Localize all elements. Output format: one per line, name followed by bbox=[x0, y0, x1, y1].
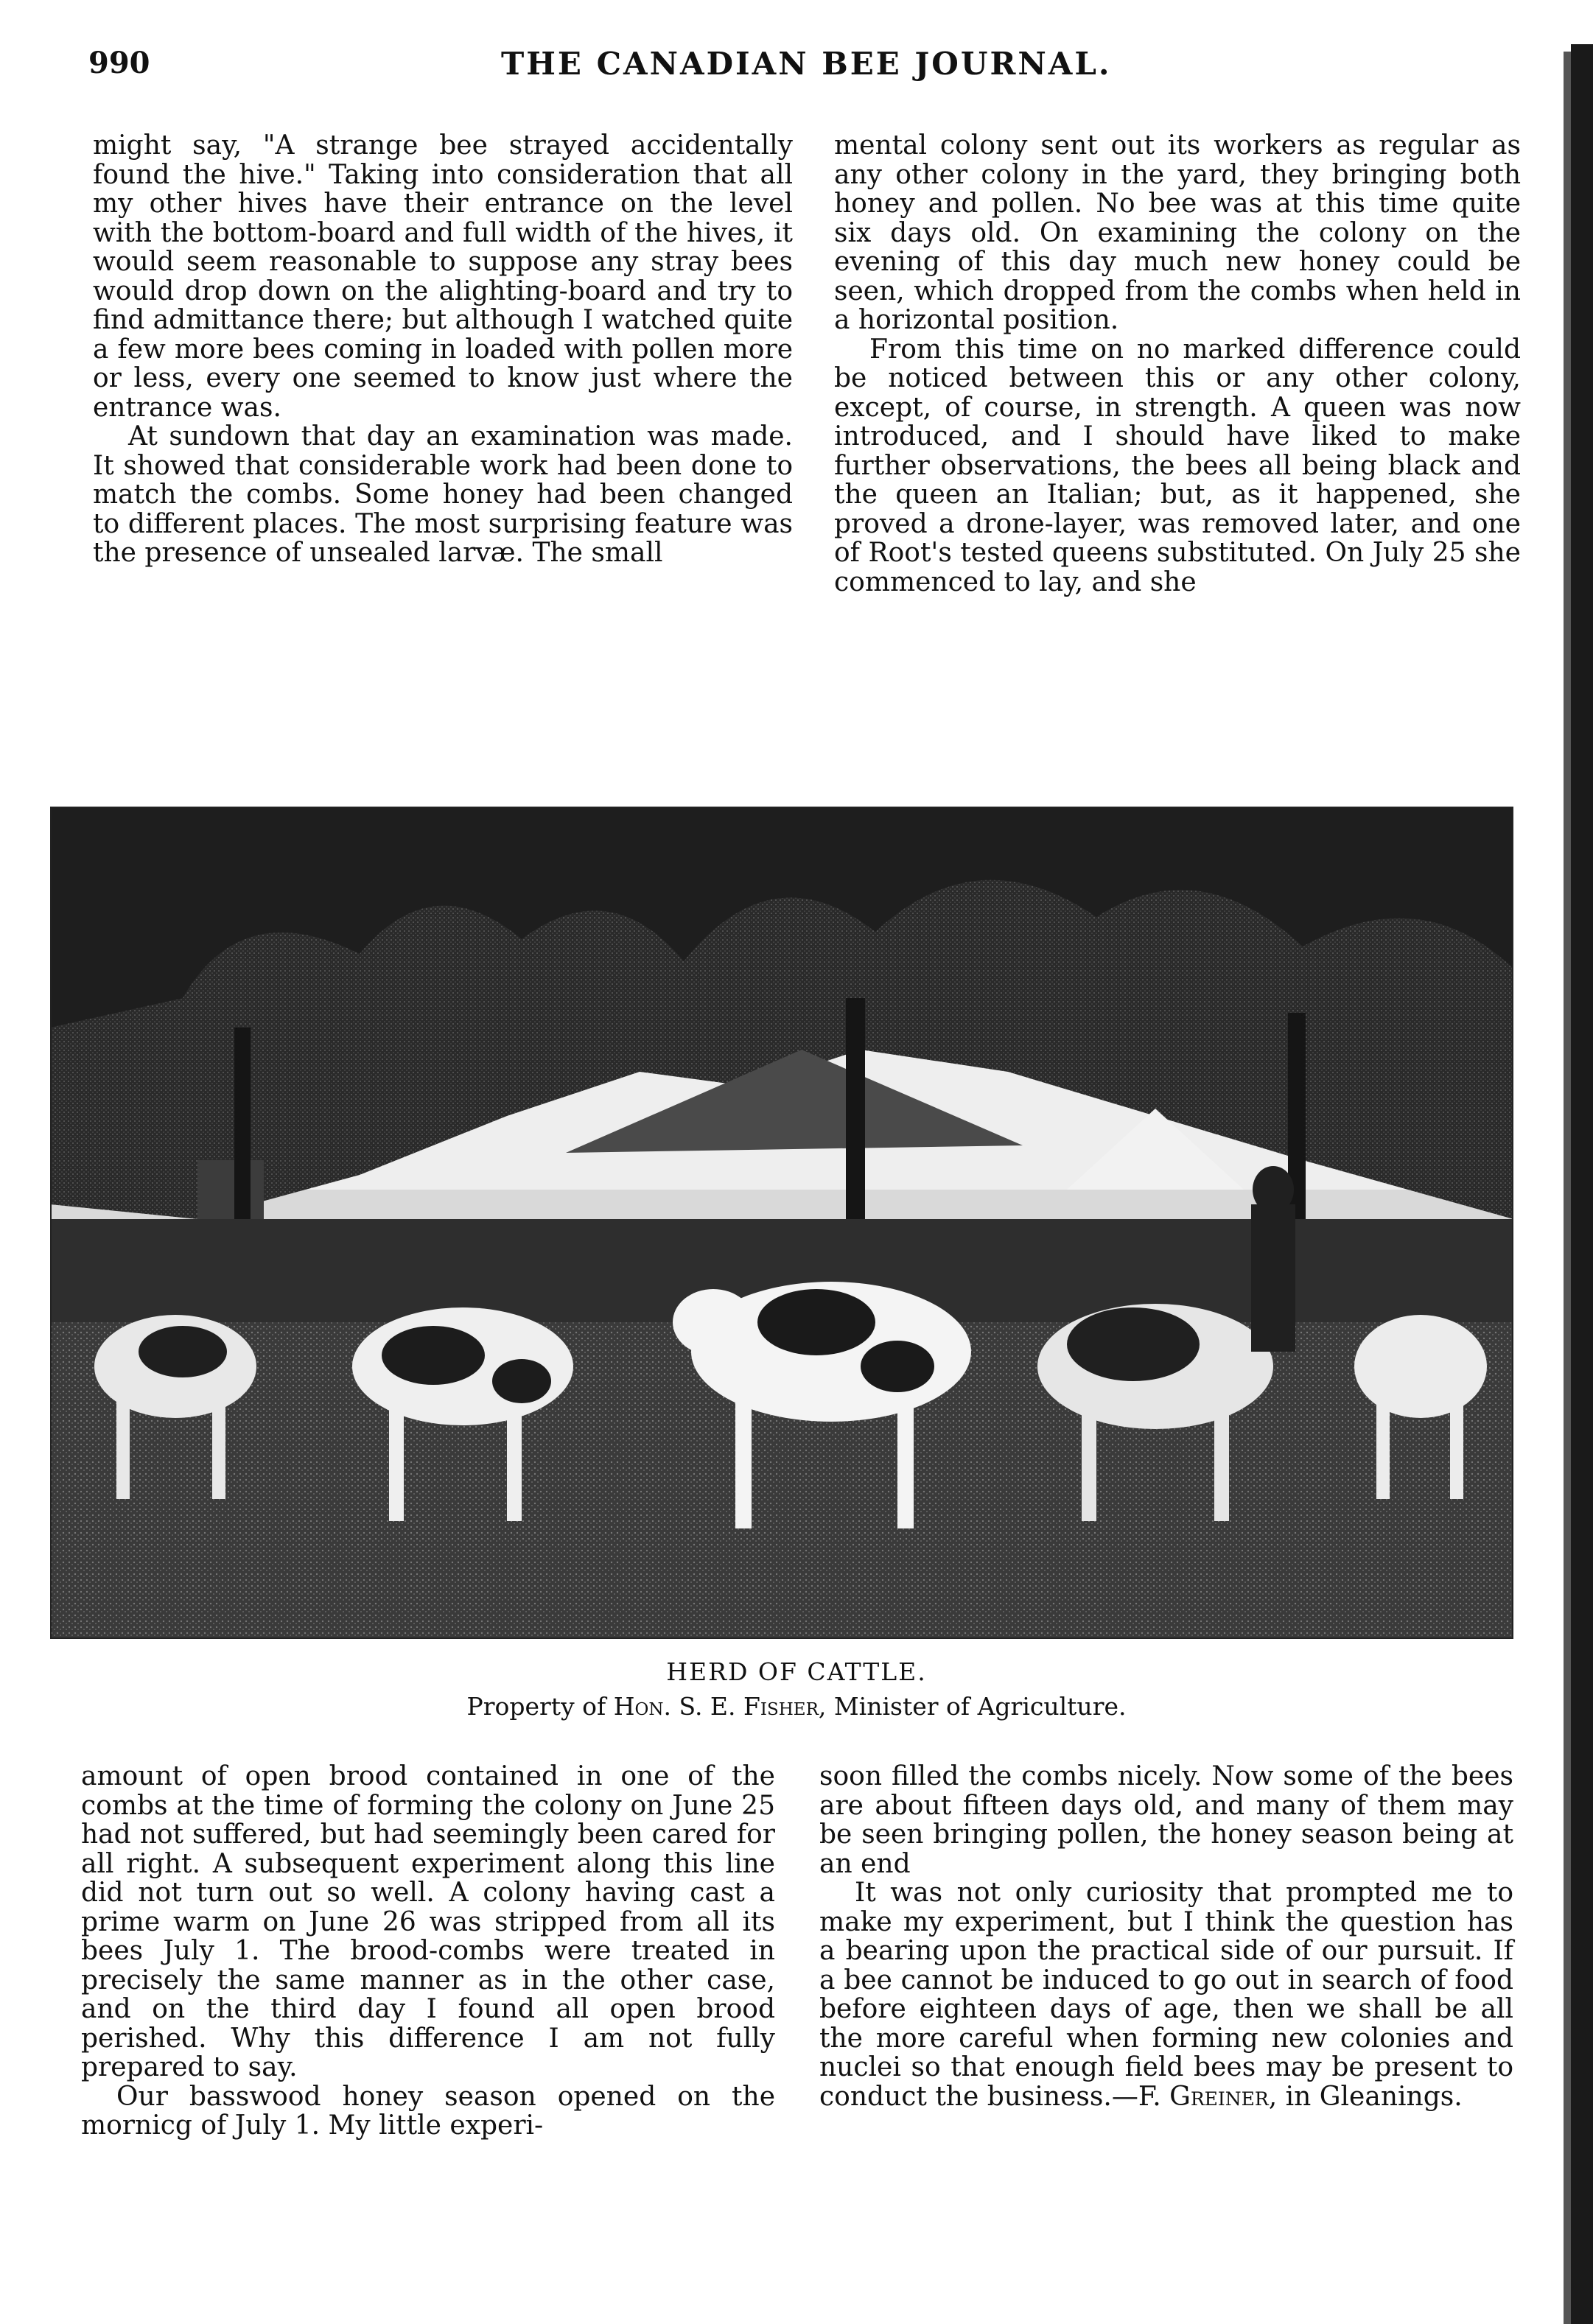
paragraph-text: It was not only curiosity that prompted me to make my experiment, but I think the question has a bearing upon the practical side of our pursuit. If a bee cannot be induced to go out in search of food before eighteen days of age, then we shall be all the more careful when forming new colonies and nuclei so that enough field bees may be present to conduct the business.—F. bbox=[819, 1878, 1513, 2112]
page-header bbox=[88, 46, 1512, 90]
column-top-right bbox=[834, 131, 1521, 597]
signature-source: , in Gleanings. bbox=[1268, 2081, 1463, 2112]
paragraph bbox=[819, 1878, 1513, 2111]
paragraph: might say, "A strange bee strayed accidentally found the hive." Taking into consideration that all my other hives have their entrance on the level with the bottom-board and full width of the hives, it would seem reasonable to suppose any stray bees would drop down on the alighting-board and try to find admittance there; but although I watched quite a few more bees coming in loaded with pollen more or less, every one seemed to know just where the entrance was. bbox=[93, 130, 793, 423]
paragraph: amount of open brood contained in one of the combs at the time of forming the colony on June 25 had not suffered, but had seemingly been cared for all right. A subsequent experiment along this line did not turn out so well. A colony having cast a prime warm on June 26 was stripped from all its bees July 1. The brood-combs were treated in precisely the same manner as in the other case, and on the third day I found all open brood perished. Why this difference I am not fully prepared to say. bbox=[81, 1761, 775, 2082]
paragraph: At sundown that day an examination was made. It showed that considerable work had been done to match the combs. Some honey had been changed to different places. The most surprising feature was the presence of unsealed larvæ. The small bbox=[93, 421, 793, 568]
journal-title: THE CANADIAN BEE JOURNAL. bbox=[501, 46, 1112, 82]
column-top-left bbox=[93, 131, 793, 568]
page-edge-bar bbox=[1571, 44, 1593, 2324]
caption-name: Hon. S. E. Fisher bbox=[613, 1692, 819, 1721]
paragraph: From this time on no marked difference could be noticed between this or any other colony, except, of course, in strength. A queen was now introduced, and I should have liked to make further observations, the bees all being black and the queen an Italian; but, as it happened, she proved a drone-layer, was removed later, and one of Root's tested queens substituted. On July 25 she commenced to lay, and she bbox=[834, 334, 1521, 597]
paragraph: mental colony sent out its workers as regular as any other colony in the yard, they bringing both honey and pollen. No bee was at this time quite six days old. On examining the colony on the evening of this day much new honey could be seen, which dropped from the combs when held in a horizontal position. bbox=[834, 130, 1521, 335]
photo-caption-title: HERD OF CATTLE. bbox=[666, 1657, 927, 1686]
caption-suffix: , Minister of Agriculture. bbox=[818, 1692, 1127, 1721]
caption-prefix: Property of bbox=[466, 1692, 606, 1721]
column-bottom-left bbox=[81, 1762, 775, 2141]
photo-caption-subtitle bbox=[0, 1692, 1593, 1721]
paragraph: soon filled the combs nicely. Now some of the bees are about fifteen days old, and many of them may be seen bringing pollen, the honey season being at an end bbox=[819, 1761, 1513, 1879]
page-edge-shadow bbox=[1564, 52, 1571, 2324]
cattle-herd-photo bbox=[50, 807, 1513, 1639]
paragraph: Our basswood honey season opened on the mornicg of July 1. My little experi- bbox=[81, 2081, 775, 2141]
author-signature: Greiner bbox=[1169, 2081, 1269, 2112]
page-number: 990 bbox=[88, 46, 150, 80]
column-bottom-right bbox=[819, 1762, 1513, 2111]
